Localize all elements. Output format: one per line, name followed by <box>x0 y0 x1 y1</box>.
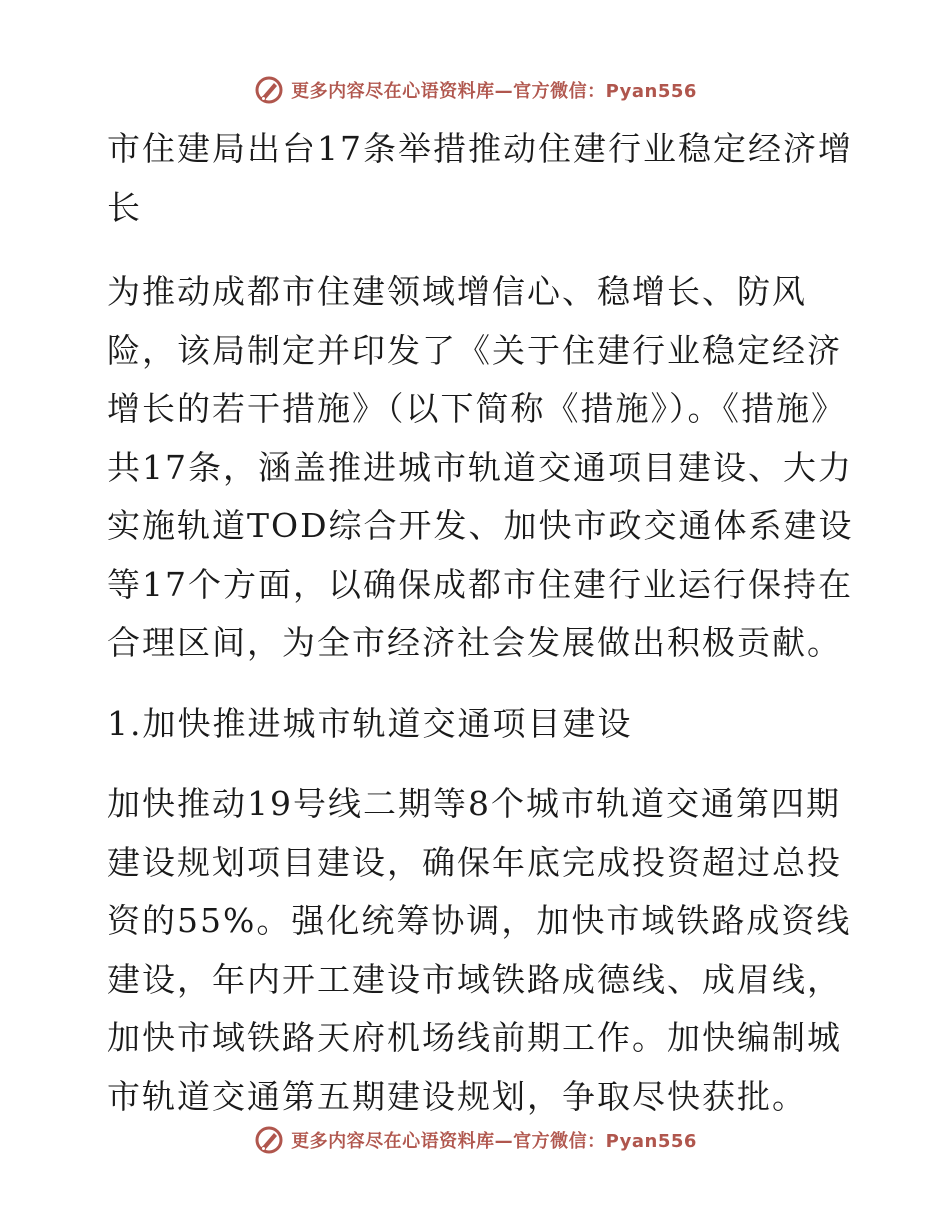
intro-paragraph: 为推动成都市住建领域增信心、稳增长、防风险，该局制定并印发了《关于住建行业稳定经济增长的若干措施》（以下简称《措施》）。《措施》共17条，涵盖推进城市轨道交通项目建设、大力实施轨道TOD综合开发、加快市政交通体系建设等17个方面，以确保成都市住建行业运行保持在合理区间，为全市经济社会发展做出积极贡献。 <box>107 272 854 662</box>
watermark-footer <box>0 1120 950 1160</box>
document-body <box>97 120 857 1126</box>
section-paragraph: 加快推动19号线二期等8个城市轨道交通第四期建设规划项目建设，确保年底完成投资超过总投资的55%。强化统筹协调，加快市域铁路成资线建设，年内开工建设市域铁路成德线、成眉线，加快市域铁路天府机场线前期工作。加快编制城市轨道交通第五期建设规划，争取尽快获批。 <box>107 784 852 1116</box>
section-heading: 1.加快推进城市轨道交通项目建设 <box>107 703 633 743</box>
pen-logo-icon <box>253 1124 285 1156</box>
document-title: 市住建局出台17条举措推动住建行业稳定经济增长 <box>107 129 853 227</box>
watermark-text: 更多内容尽在心语资料库—官方微信：Pyan556 <box>291 1131 697 1152</box>
watermark-text: 更多内容尽在心语资料库—官方微信：Pyan556 <box>291 81 697 102</box>
watermark-header <box>0 70 950 110</box>
pen-logo-icon <box>253 74 285 106</box>
